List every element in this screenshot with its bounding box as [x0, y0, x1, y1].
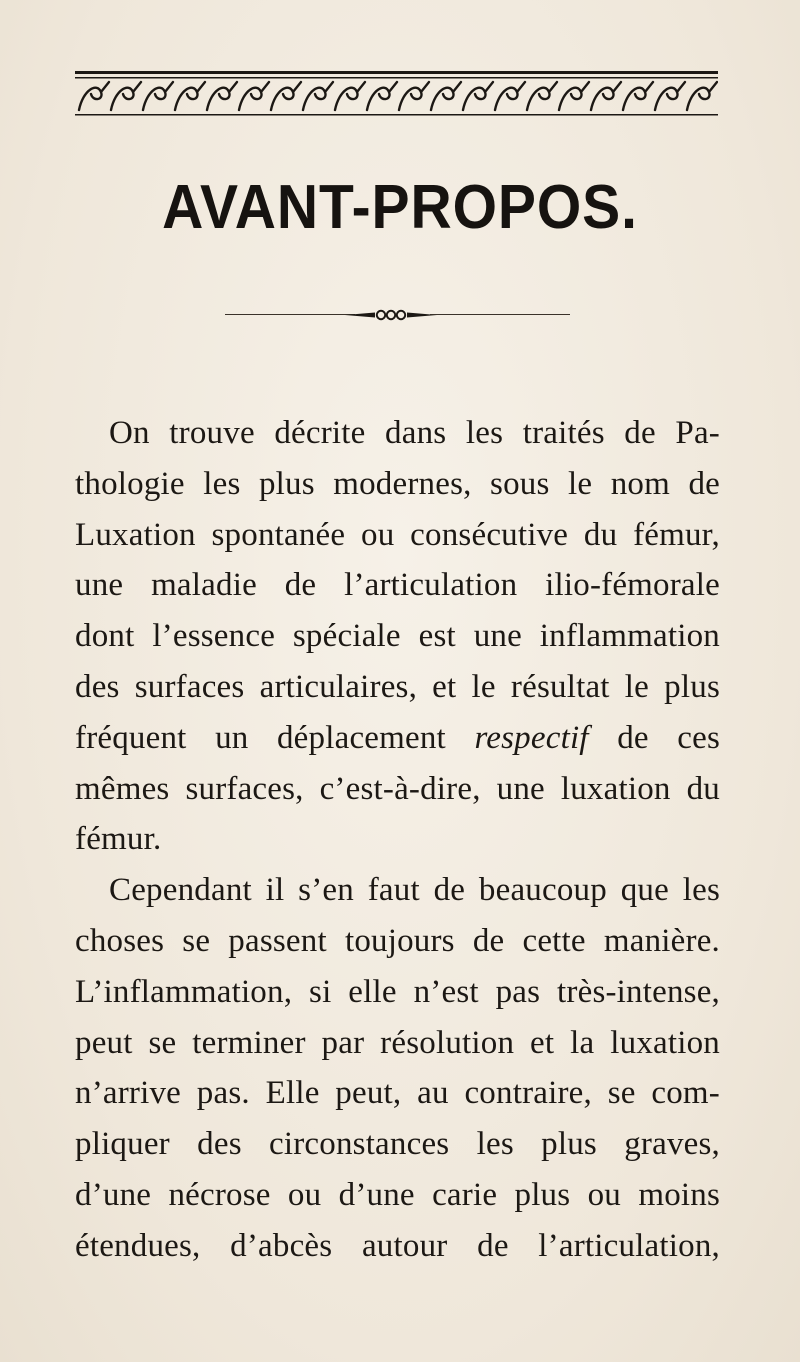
- text-line: Luxation spontanée ou consécutive du fémur,: [75, 516, 720, 553]
- italic-word: respectif: [474, 719, 589, 756]
- band-scroll-motif: [655, 82, 685, 110]
- text-fragment: de ces: [617, 719, 721, 756]
- text-line: Cependant il s’en faut de beaucoup que les: [109, 872, 720, 909]
- band-scroll-motif: [431, 82, 461, 110]
- band-scroll-motif: [207, 82, 237, 110]
- text-line: une maladie de l’articulation ilio-fémorale: [75, 567, 720, 604]
- text-line: des surfaces articulaires, et le résultat le plus: [75, 668, 720, 705]
- band-scroll-motif: [239, 82, 269, 110]
- page-title: AVANT-PROPOS.: [162, 173, 638, 242]
- text-line: On trouve décrite dans les traités de Pa-: [109, 415, 720, 451]
- band-scroll-motif: [399, 82, 429, 110]
- text-line: L’inflammation, si elle n’est pas très-intense,: [75, 973, 720, 1010]
- text-line: pliquer des circonstances les plus graves,: [75, 1126, 720, 1163]
- band-scroll-motif: [303, 82, 333, 110]
- band-scroll-motif: [527, 82, 557, 110]
- band-scroll-motif: [111, 82, 141, 110]
- text-fragment: fréquent un déplacement: [75, 719, 446, 756]
- text-line: d’une nécrose ou d’une carie plus ou moins: [75, 1176, 720, 1213]
- text-line: thologie les plus modernes, sous le nom de: [75, 465, 720, 502]
- band-scroll-motif: [495, 82, 525, 110]
- band-scroll-motif: [687, 82, 717, 110]
- band-scroll-motif: [175, 82, 205, 110]
- band-scroll-motif: [335, 82, 365, 110]
- band-scroll-motif: [591, 82, 621, 110]
- text-line: dont l’essence spéciale est une inflammation: [75, 618, 720, 655]
- text-line: choses se passent toujours de cette manière.: [75, 922, 720, 959]
- text-line: n’arrive pas. Elle peut, au contraire, se com-: [75, 1075, 720, 1112]
- band-scroll-motif: [463, 82, 493, 110]
- band-scroll-motif: [559, 82, 589, 110]
- text-line: peut se terminer par résolution et la luxation: [75, 1024, 720, 1061]
- text-line: mêmes surfaces, c’est-à-dire, une luxation du: [75, 770, 720, 807]
- text-line-with-italic: [75, 713, 720, 764]
- body-text: [75, 408, 720, 1272]
- band-scroll-motif: [79, 82, 109, 110]
- ornamental-head-band: [75, 70, 718, 120]
- band-scroll-motif: [367, 82, 397, 110]
- text-line: étendues, d’abcès autour de l’articulation,: [75, 1227, 720, 1264]
- text-line: fémur.: [75, 821, 162, 858]
- band-scroll-motif: [623, 82, 653, 110]
- band-scroll-motif: [143, 82, 173, 110]
- ornamental-divider: [225, 305, 570, 325]
- band-scroll-motif: [271, 82, 301, 110]
